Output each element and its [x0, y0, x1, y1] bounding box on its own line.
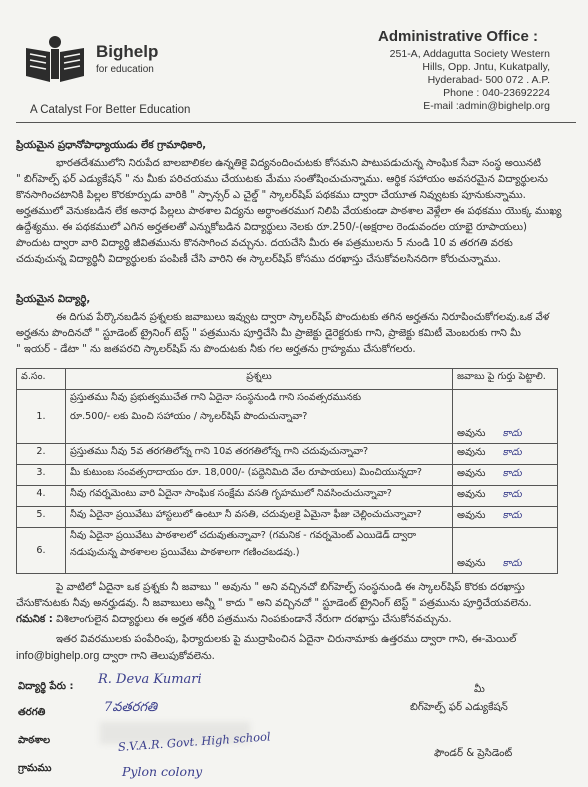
question-text: రూ.500/- లకు మించి సహాయం / స్కాలర్‌షిప్ పొందుచున్నావా?	[70, 411, 308, 422]
table-row	[17, 444, 558, 465]
text-line: చదువుచున్న విద్యార్థినీ విద్యార్థులకు పంపిణీ చేసి వారిని ఈ స్కాలర్‌షిప్ కోసము దరఖాస్తు చేసుకోవలసినదిగా కోరుచున్నాము.	[16, 254, 501, 265]
signature-greeting: మీ	[474, 684, 485, 695]
note-label: గమనిక :	[16, 614, 53, 625]
option-no-marked[interactable]: కాదు	[502, 489, 522, 500]
paragraph-2	[16, 310, 572, 358]
text-line: " ఇయర్ - డేటా " ను జతపరచి స్కాలర్‌షిప్ ను పొందుటకు నీకు గల అర్హతను గ్రాహ్యము చేసుకోగలరు.	[16, 344, 416, 355]
text-line: పై వాటిలో ఏదైనా ఒక ప్రశ్నకు నీ జవాబు " అవును " అని వచ్చినచో బిగ్‌హెల్ప్ సంస్థనుండి ఈ స్కాలర్‌షిప్ కొరకు దరఖాస్తు	[56, 582, 525, 593]
note-line	[16, 612, 572, 628]
village-label: గ్రామము	[18, 763, 52, 774]
paragraph-1	[16, 156, 572, 268]
contact-email-link[interactable]: info@bighelp.org	[16, 650, 100, 662]
instructions	[16, 580, 572, 665]
address-line: Hills, Opp. Jntu, Kukatpally,	[422, 61, 550, 73]
village-value[interactable]: Pylon colony	[122, 764, 203, 779]
col-header-answer: జవాబు పై గుర్తు పెట్టాలి.	[453, 369, 558, 390]
text-line: అర్హతములో వెనుకబడిన లేక అనాధ పిల్లలు పాఠశాల విద్యను అర్ధాంతరముగ నిలిపి వేయకుండా పాఠశాల వెళ్లేలా ఈ పథకము యొక్క ముఖ్య	[16, 206, 562, 217]
address-line: 251-A, Addagutta Society Western	[389, 48, 550, 60]
table-row	[17, 465, 558, 486]
eligibility-table	[16, 368, 558, 574]
option-yes[interactable]: అవును	[457, 489, 486, 500]
question-text: ప్రస్తుతము నీవు 5వ తరగతిలోన్న గాని 10వ తరగతిలోన్న గాని చదువుచున్నావా?	[66, 444, 453, 465]
option-yes[interactable]: అవును	[457, 447, 486, 458]
email: E-mail :admin@bighelp.org	[423, 100, 550, 112]
contact-line	[16, 648, 572, 665]
text-line: ద్వారా గాని తెలుపుకోవలెను.	[102, 651, 215, 662]
header-divider	[16, 122, 576, 123]
brand-name: Bighelp	[96, 42, 159, 61]
tagline: A Catalyst For Better Education	[30, 104, 191, 116]
col-header-number: వ.సం.	[17, 369, 66, 390]
office-title: Administrative Office :	[378, 28, 539, 45]
option-yes[interactable]: అవును	[457, 468, 486, 479]
class-label: తరగతి	[18, 707, 46, 718]
text-line: ఉద్దేశ్యము. ఈ పథకములో ఎగిన అర్హతలతో ఎన్నుకోబడిన విద్యార్థులు నెలకు రూ.250/-(అక్షరాల రెండువందల యాభై రూపాయలు)	[16, 222, 527, 233]
answer-cell	[453, 528, 558, 574]
question-cell	[66, 528, 453, 574]
address-line: Hyderabad- 500 072 . A.P.	[427, 74, 550, 86]
answer-cell	[453, 486, 558, 507]
text-line: కొనసాగించటానికి పిల్లల కొరకూర్పుడు వారికి " స్పాన్సర్ ఎ చైల్డ్ " స్కాలర్‌షిప్ పథకము ద్వారా చేయూత నివ్వుటకు పూనుకున్నాము.	[16, 190, 526, 201]
row-number: 4.	[17, 486, 66, 507]
row-number: 1.	[17, 390, 66, 444]
row-number: 5.	[17, 507, 66, 528]
book-person-logo-icon	[24, 34, 86, 86]
option-yes[interactable]: అవును	[457, 558, 486, 569]
text-line: అర్హతను పొందినచో " స్టూడెంట్ ట్రైనింగ్ టెస్ట్ " పత్రమును పూర్తిచేసి మీ ప్రాజెక్టు డైరెక్టరుకు గాని, ప్రాజెక్టు కమిటీ మెంబరుకు గాని మీ	[16, 328, 521, 339]
brand-subtitle: for education	[96, 64, 154, 75]
signature-title: ఫౌండర్ & ప్రెసిడెంట్	[434, 748, 513, 759]
option-no-marked[interactable]: కాదు	[502, 428, 522, 439]
text-line: ఇతర వివరములకు పంపేరింపు, ఫిర్యాదులకు పై ముద్రాపించిన ఏదైనా చిరునామాకు ఉత్తరము ద్వారా గాని, ఈ-మెయిల్	[56, 634, 517, 645]
note-text: విశిలాంగులైన విద్యార్థులు ఈ అర్హత శరీరి పత్రమును నింపకుండానే నేరుగా దరఖాస్తు చేసుకోనవచ్చును.	[56, 614, 452, 625]
phone: Phone : 040-23692224	[443, 87, 550, 99]
table-header	[17, 369, 558, 390]
signature-org: బిగ్‌హెల్ప్ ఫర్ ఎడ్యుకేషన్	[410, 702, 508, 713]
question-text: నీవు ఏదైనా ప్రయివేటు పాఠశాలలో చదువుతున్నావా? (గమనిక - గవర్నమెంట్ ఎయిడెడ్ ద్వారా	[70, 530, 417, 541]
school-label: పాఠశాల	[18, 735, 51, 746]
student-name-label: విద్యార్థి పేరు :	[18, 681, 74, 692]
answer-cell	[453, 390, 558, 444]
answer-cell	[453, 507, 558, 528]
option-no-marked[interactable]: కాదు	[502, 510, 522, 521]
text-line: " బిగ్‌హెల్ప్ ఫర్ ఎడ్యుకేషన్ " ను మీకు పరిచయము చేయుటకు మేము సంతోషించుచున్నాము. ఆర్థిక సహాయం అవసరమైన విద్యార్థులను	[16, 174, 548, 185]
option-no-marked[interactable]: కాదు	[502, 558, 522, 569]
question-cell	[66, 390, 453, 444]
answer-cell	[453, 444, 558, 465]
table-row	[17, 390, 558, 444]
option-no-marked[interactable]: కాదు	[502, 447, 522, 458]
option-yes[interactable]: అవును	[457, 428, 486, 439]
question-text: మీ కుటుంబ సంవత్సరాదాయం రూ. 18,000/- (పద్దెనిమిది వేల రూపాయలు) మించియున్నదా?	[66, 465, 453, 486]
student-name-value[interactable]: R. Deva Kumari	[98, 672, 202, 687]
class-value[interactable]: 7వతరగతి	[104, 700, 158, 715]
text-line: పొందుట ద్వారా వారి విద్యార్థి జీవితమును కొనసాగించ వచ్చును. దయచేసి మీరు ఈ పత్రములను 5 నుండి 10 వ తరగతి వరకు	[16, 238, 513, 249]
text-line: ఈ దిగువ పేర్కొనబడిన ప్రశ్నలకు జవాబులు ఇవ్వుట ద్వారా స్కాలర్‌షిప్ పొందుటకు తగిన అర్హతను నిరూపించుకోగలవు.ఒక వేళ	[56, 312, 550, 323]
option-yes[interactable]: అవును	[457, 510, 486, 521]
option-no-marked[interactable]: కాదు	[502, 468, 522, 479]
col-header-questions: ప్రశ్నలు	[66, 369, 453, 390]
table-row	[17, 528, 558, 574]
student-salutation: ప్రియమైన విద్యార్థి,	[16, 294, 91, 305]
salutation: ప్రియమైన ప్రధానోపాధ్యాయుడు లేక గ్రామాధికారి,	[16, 140, 207, 151]
table-row	[17, 507, 558, 528]
logo	[24, 34, 86, 86]
question-text: ప్రస్తుతము నీవు ప్రభుత్వముచేత గాని ఏదైనా సంస్థనుండి గాని సంవత్సరమునకు	[70, 392, 362, 403]
row-number: 2.	[17, 444, 66, 465]
question-text: నడుపుచున్న పాఠశాలల ప్రయివేటు పాఠశాలగా గణించబడవు.)	[70, 547, 300, 558]
table-row	[17, 486, 558, 507]
answer-cell	[453, 465, 558, 486]
row-number: 3.	[17, 465, 66, 486]
question-text: నీవు ఏదైనా ప్రయివేటు హాస్టలులో ఉంటూ నీ వసతి, చదువులకై ఏమైనా ఫీజు చెల్లించుచున్నావా?	[66, 507, 453, 528]
school-value[interactable]: S.V.A.R. Govt. High school	[117, 729, 272, 754]
text-line: భారతదేశములోని నిరుపేద బాలబాలికల ఉన్నతికై విద్యనందించుటకు కోసమని పాటుపడుచున్న సాంఘిక సేవా సంస్థ అయినటి	[56, 158, 542, 169]
question-text: నీవు గవర్నమెంటు వారి ఏదైనా సాంఘిక సంక్షేమ వసతి గృహములో నివసించుచున్నావా?	[66, 486, 453, 507]
row-number: 6.	[17, 528, 66, 574]
text-line: చేసుకొనుటకు నీవు అనర్హుడవు. నీ జవాబులు అన్నీ " కాదు " అని వచ్చినచో " స్టూడెంట్ ట్రైనింగ్ టెస్ట్ " పత్రమును పూర్తిచేయవలెను.	[16, 598, 532, 609]
